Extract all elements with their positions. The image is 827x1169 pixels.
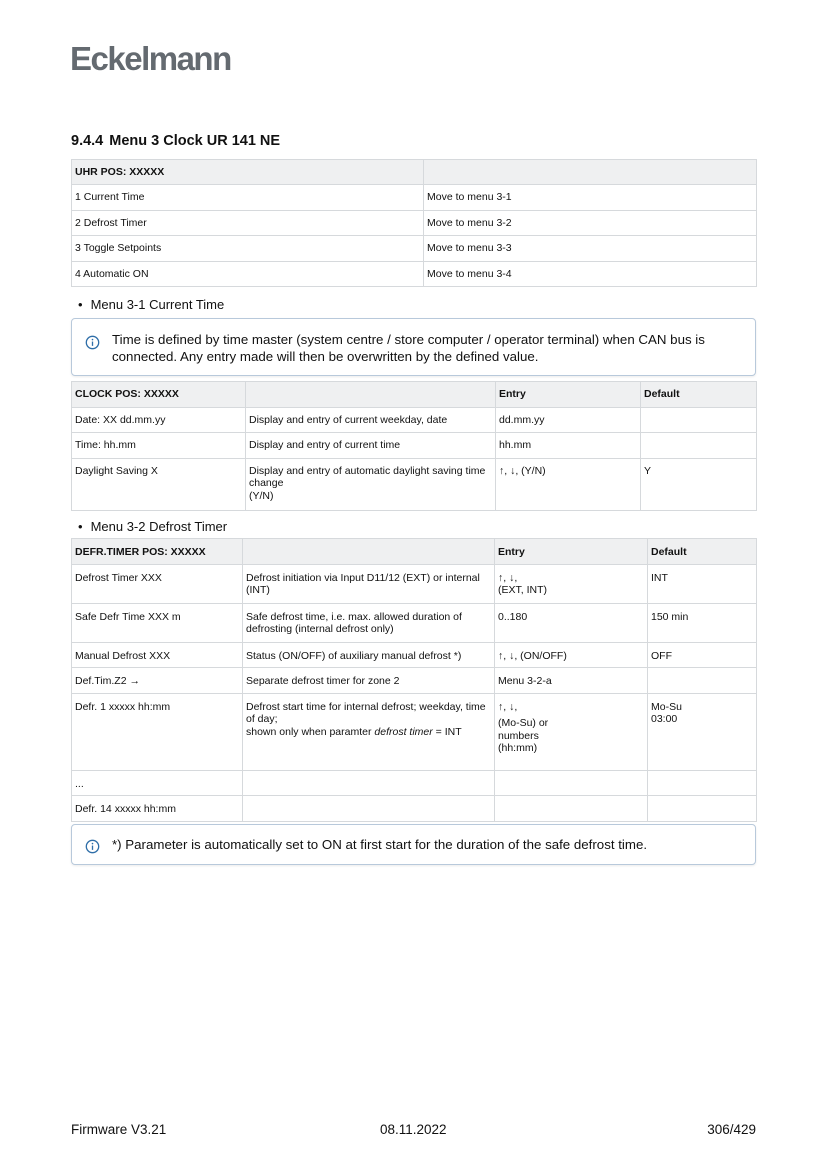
info-icon [85,335,100,350]
table-cell [495,693,648,770]
cell-text: shown only when paramter [246,725,375,738]
header-cell [243,539,495,565]
table-cell: Defr. 14 xxxxx hh:mm [72,796,243,822]
table-cell: Safe defrost time, i.e. max. allowed duration of defrosting (internal defrost only) [243,603,495,642]
table-cell [243,693,495,770]
cell-line: Mo-Su [651,700,682,713]
table-cell: Menu 3-2-a [495,668,648,694]
table-cell [495,564,648,603]
table-cell [246,458,496,510]
table-cell [243,796,495,822]
bullet-defrost-timer [78,519,227,534]
cell-line: (hh:mm) [498,742,538,754]
table-cell [648,668,757,694]
table-cell: Separate defrost timer for zone 2 [243,668,495,694]
bullet-current-time [78,297,224,312]
footer-page-number: 306/429 [707,1122,756,1137]
table-row [72,458,757,510]
table-cell: Defr. 1 xxxxx hh:mm [72,693,243,770]
table-row [72,693,757,770]
info-note-text: Time is defined by time master (system centre / store computer / operator terminal) when CAN bus is connected. Any entry made will then be overwritten by the defined value. [112,332,705,364]
table-cell: 150 min [648,603,757,642]
cell-line: ↑, ↓, [498,571,518,584]
bullet-text: Menu 3-2 Defrost Timer [90,519,228,534]
table-cell: Def.Tim.Z2 → [72,668,243,694]
table-cell: ↑, ↓, (ON/OFF) [495,642,648,668]
table-cell: hh.mm [496,433,641,459]
cell-text-italic: defrost timer [374,725,433,738]
bullet-dot: • [78,297,83,312]
table-cell: Move to menu 3-2 [424,210,757,235]
table-cell: ... [72,770,243,796]
table-cell: Display and entry of current time [246,433,496,459]
table-cell [648,770,757,796]
cell-line: (Y/N) [249,489,274,502]
header-cell [246,382,496,408]
header-cell: Entry [496,382,641,408]
table-row [72,261,757,286]
table-row [72,770,757,796]
table-cell: Time: hh.mm [72,433,246,459]
table-row [72,407,757,433]
cell-line: Display and entry of automatic daylight saving time change [249,464,486,489]
cell-text: = INT [432,725,462,738]
table-cell [495,770,648,796]
header-cell: Default [648,539,757,565]
table-cell: 3 Toggle Setpoints [72,236,424,261]
table-cell [648,796,757,822]
section-number: 9.4.4 [71,133,104,149]
header-cell: UHR POS: XXXXX [72,160,424,185]
table-cell: 2 Defrost Timer [72,210,424,235]
table-row [72,185,757,210]
cell-line: 03:00 [651,713,678,725]
table-cell: Defrost Timer XXX [72,564,243,603]
table-row [72,603,757,642]
table-cell: Status (ON/OFF) of auxiliary manual defrost *) [243,642,495,668]
table-cell: ↑, ↓, (Y/N) [496,458,641,510]
cell-line: (EXT, INT) [498,584,547,596]
cell-line: (Mo-Su) or [498,717,549,729]
uhr-menu-table [71,159,757,287]
table-cell: Safe Defr Time XXX m [72,603,243,642]
header-cell: CLOCK POS: XXXXX [72,382,246,408]
table-row [72,668,757,694]
footer-firmware: Firmware V3.21 [71,1122,167,1137]
cell-line [246,726,491,739]
table-row [72,564,757,603]
header-cell: Entry [495,539,648,565]
table-cell: Date: XX dd.mm.yy [72,407,246,433]
table-cell: 1 Current Time [72,185,424,210]
table-cell: dd.mm.yy [496,407,641,433]
cell-line: numbers [498,729,539,742]
table-cell: Defrost initiation via Input D11/12 (EXT) or internal (INT) [243,564,495,603]
defrost-timer-table [71,538,757,822]
cell-line: ↑, ↓, [498,700,518,713]
table-row [72,210,757,235]
table-cell: Move to menu 3-4 [424,261,757,286]
table-header-row [72,382,757,408]
header-cell: DEFR.TIMER POS: XXXXX [72,539,243,565]
table-cell [495,796,648,822]
table-cell: 0..180 [495,603,648,642]
footer-date: 08.11.2022 [380,1122,447,1137]
table-cell: OFF [648,642,757,668]
table-header-row [72,160,757,185]
info-note-manual-defrost [71,824,756,865]
table-cell: Display and entry of current weekday, date [246,407,496,433]
table-cell: Manual Defrost XXX [72,642,243,668]
brand-logo: Eckelmann [70,40,231,77]
table-row [72,642,757,668]
table-row [72,236,757,261]
info-note-text: *) Parameter is automatically set to ON at first start for the duration of the safe defrost time. [112,837,648,852]
table-header-row [72,539,757,565]
table-cell [641,433,757,459]
table-cell: Daylight Saving X [72,458,246,510]
header-cell [424,160,757,185]
table-cell [243,770,495,796]
section-title: Menu 3 Clock UR 141 NE [109,133,281,149]
info-icon [85,839,100,854]
table-cell: Move to menu 3-3 [424,236,757,261]
table-cell [641,407,757,433]
bullet-dot: • [78,519,83,534]
table-row [72,433,757,459]
table-cell: 4 Automatic ON [72,261,424,286]
bullet-text: Menu 3-1 Current Time [90,297,225,312]
table-cell [648,693,757,770]
table-cell: Move to menu 3-1 [424,185,757,210]
section-heading [71,133,280,149]
header-cell: Default [641,382,757,408]
table-row [72,796,757,822]
cell-line: Defrost start time for internal defrost; weekday, time of day; [246,700,486,725]
table-cell: Y [641,458,757,510]
clock-pos-table [71,381,757,511]
info-note-time-master [71,318,756,376]
table-cell: INT [648,564,757,603]
